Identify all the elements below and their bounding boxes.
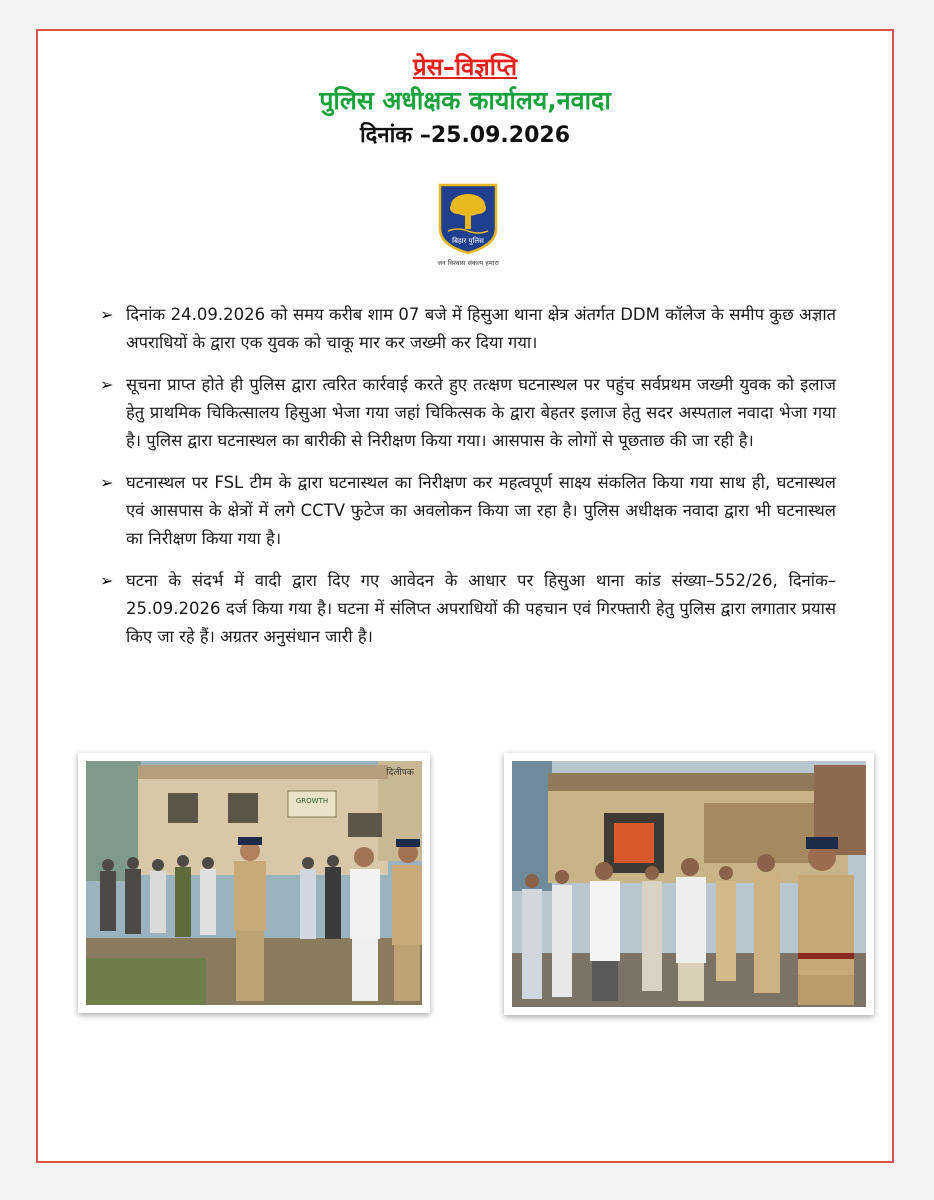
paragraph-text: घटना के संदर्भ में वादी द्वारा दिए गए आवेदन के आधार पर हिसुआ थाना कांड संख्या–552/26, दिनांक–25.09.2026 दर्ज किया गया है। घटना में संलिप्त अपराधियों की पहचान एवं गिरफ्तारी हेतु पुलिस द्वारा लगातार प्रयास किए जा रहे हैं। अग्रतर अनुसंधान जारी है। — [126, 571, 836, 646]
arrow-bullet-icon: ➢ — [100, 473, 114, 492]
paragraph-1 — [100, 301, 836, 357]
paragraph-text: दिनांक 24.09.2026 को समय करीब शाम 07 बजे में हिसुआ थाना क्षेत्र अंतर्गत DDM कॉलेज के समीप कुछ अज्ञात अपराधियों के द्वारा एक युवक को चाकू मार कर जख्मी कर दिया गया। — [126, 305, 836, 352]
bihar-police-logo — [428, 181, 508, 269]
header — [38, 51, 892, 153]
press-release-page — [36, 29, 894, 1163]
scene-photo-right — [504, 753, 874, 1015]
press-release-body — [100, 301, 836, 665]
paragraph-2 — [100, 371, 836, 455]
scene-photo-left — [78, 753, 430, 1013]
release-date: दिनांक –25.09.2026 — [359, 123, 571, 148]
office-name: पुलिस अधीक्षक कार्यालय,नवादा — [319, 86, 611, 115]
paragraph-text: घटनास्थल पर FSL टीम के द्वारा घटनास्थल का निरीक्षण कर महत्वपूर्ण साक्ष्य संकलित किया गया साथ ही, घटनास्थल एवं आसपास के क्षेत्रों में लगे CCTV फुटेज का अवलोकन किया जा रहा है। पुलिस अधीक्षक नवादा द्वारा भी घटनास्थल का निरीक्षण किया गया है। — [126, 473, 836, 548]
growth-sign-text: GROWTH — [295, 797, 329, 805]
arrow-bullet-icon: ➢ — [100, 305, 114, 324]
arrow-bullet-icon: ➢ — [100, 375, 114, 394]
emblem-text: बिहार पुलिस — [452, 237, 484, 245]
inspection-photo-right-image — [504, 753, 874, 1015]
emblem-motto: जन विश्वास संकल्प हमारा — [437, 259, 499, 267]
arrow-bullet-icon: ➢ — [100, 571, 114, 590]
paragraph-4 — [100, 567, 836, 651]
paragraph-text: सूचना प्राप्त होते ही पुलिस द्वारा त्वरित कार्रवाई करते हुए तत्क्षण घटनास्थल पर पहुंच सर्वप्रथम जख्मी युवक को इलाज हेतु प्राथमिक चिकित्सालय हिसुआ भेजा गया जहां चिकित्सक के द्वारा बेहतर इलाज हेतु सदर अस्पताल नवादा भेजा गया है। पुलिस द्वारा घटनास्थल का बारीकी से निरीक्षण किया गया। आसपास के लोगों से पूछताछ की जा रही है। — [126, 375, 836, 450]
building-sign-text: दिलीपक — [386, 768, 414, 778]
press-release-title: प्रेस–विज्ञप्ति — [412, 53, 518, 81]
paragraph-3 — [100, 469, 836, 553]
bihar-police-emblem-icon — [428, 181, 508, 269]
inspection-photo-left-image — [78, 753, 430, 1013]
